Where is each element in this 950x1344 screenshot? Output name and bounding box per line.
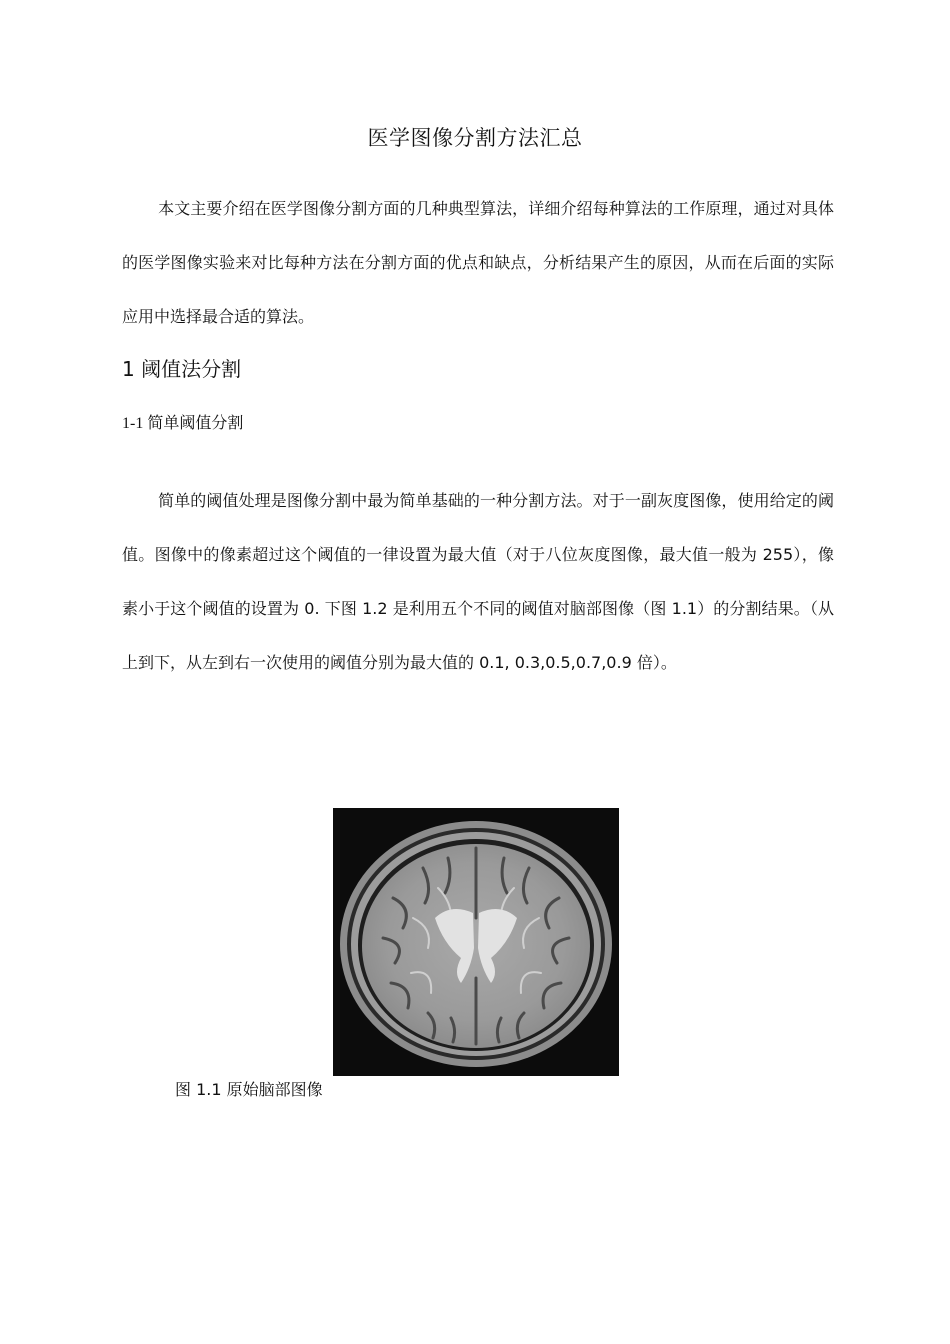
section-heading: 1 阈值法分割 [122, 357, 242, 381]
brain-mri-image [333, 808, 619, 1076]
intro-text: 本文主要介绍在医学图像分割方面的几种典型算法，详细介绍每种算法的工作原理，通过对具体的医学图像实验来对比每种方法在分割方面的优点和缺点，分析结果产生的原因，从而在后面的实际应用中选择最合适的算法。 [122, 199, 834, 326]
brain-mri-illustration [333, 808, 619, 1076]
body-paragraph [122, 474, 834, 690]
subsection-heading: 1-1 简单阈值分割 [122, 415, 244, 432]
document-title: 医学图像分割方法汇总 [367, 126, 583, 150]
figure-caption: 图 1.1 原始脑部图像 [175, 1080, 323, 1099]
body-text: 简单的阈值处理是图像分割中最为简单基础的一种分割方法。对于一副灰度图像，使用给定的阈值。图像中的像素超过这个阈值的一律设置为最大值（对于八位灰度图像，最大值一般为 255），像素小于这个阈值的设置为 0. 下图 1.2 是利用五个不同的阈值对脑部图像（图 1.1）的分割结果。（从上到下，从左到右一次使用的阈值分别为最大值的 0.1, 0.3,0.5,0.7,0.9 倍）。 [122, 491, 834, 672]
intro-paragraph [122, 182, 834, 344]
